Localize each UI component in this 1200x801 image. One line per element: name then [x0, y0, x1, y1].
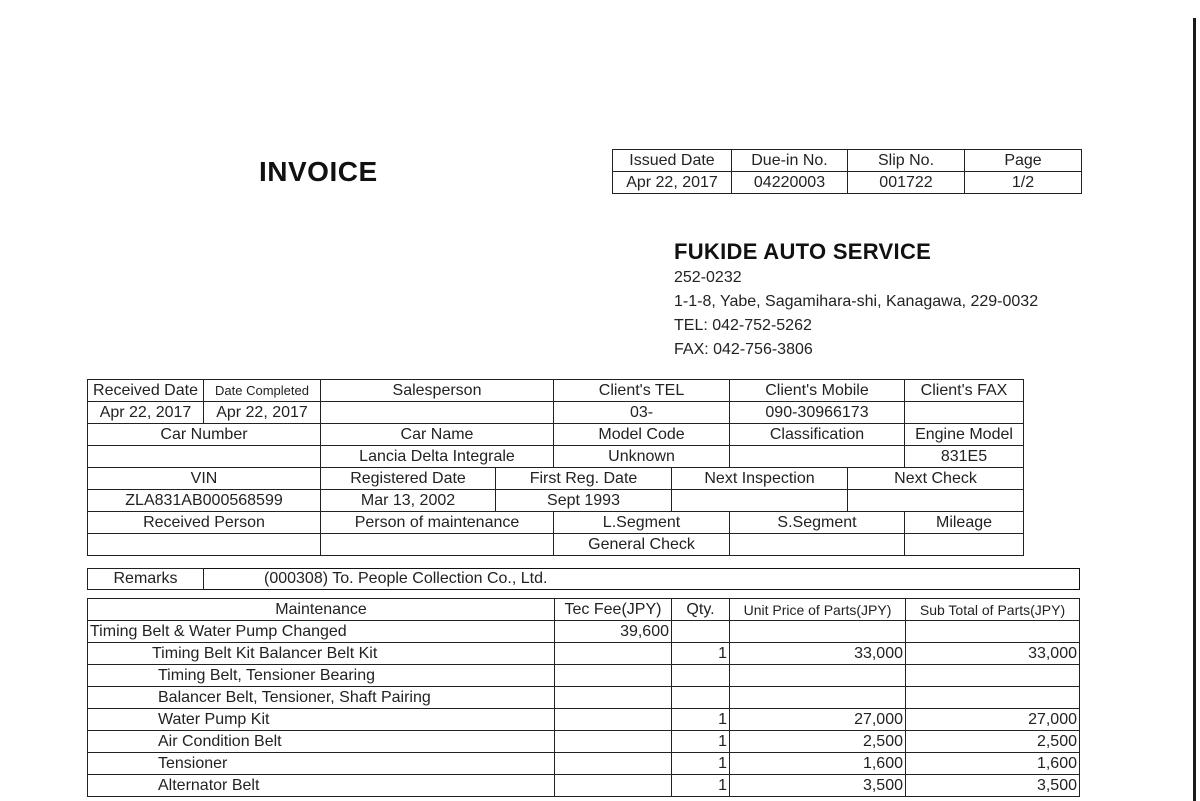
mileage-label: Mileage — [905, 512, 1024, 534]
maintenance-item: Balancer Belt, Tensioner, Shaft Pairing — [88, 687, 555, 709]
classification-value — [730, 446, 905, 468]
details-header-row-1 — [88, 380, 1024, 402]
slip-no-label: Slip No. — [848, 150, 965, 172]
details-value-row-2 — [88, 446, 1024, 468]
qty-cell — [672, 621, 730, 643]
qty-cell: 1 — [672, 709, 730, 731]
unit-price-cell — [730, 621, 906, 643]
tec-fee-cell: 39,600 — [555, 621, 672, 643]
maintenance-item: Air Condition Belt — [88, 731, 555, 753]
next-check-value — [848, 490, 1024, 512]
info-header-row — [613, 150, 1082, 172]
classification-label: Classification — [730, 424, 905, 446]
unit-price-cell: 2,500 — [730, 731, 906, 753]
engine-model-label: Engine Model — [905, 424, 1024, 446]
qty-cell: 1 — [672, 753, 730, 775]
tec-fee-cell — [555, 709, 672, 731]
issued-date-label: Issued Date — [613, 150, 732, 172]
details-value-row-4 — [88, 534, 1024, 556]
maintenance-table — [87, 598, 1080, 797]
l-segment-label: L.Segment — [554, 512, 730, 534]
details-header-row-4 — [88, 512, 1024, 534]
salesperson-label: Salesperson — [321, 380, 554, 402]
qty-cell — [672, 665, 730, 687]
sub-total-cell: 33,000 — [906, 643, 1080, 665]
table-row — [88, 731, 1080, 753]
date-completed-value: Apr 22, 2017 — [204, 402, 321, 424]
mileage-value — [905, 534, 1024, 556]
sub-total-cell: 2,500 — [906, 731, 1080, 753]
client-tel-label: Client's TEL — [554, 380, 730, 402]
maintenance-item: Water Pump Kit — [88, 709, 555, 731]
page-value: 1/2 — [965, 172, 1082, 194]
car-number-value — [88, 446, 321, 468]
company-block — [674, 238, 1038, 362]
model-code-value: Unknown — [554, 446, 730, 468]
tec-fee-cell — [555, 665, 672, 687]
tec-fee-cell — [555, 775, 672, 797]
maintenance-item: Tensioner — [88, 753, 555, 775]
unit-price-cell: 3,500 — [730, 775, 906, 797]
car-name-label: Car Name — [321, 424, 554, 446]
date-completed-label: Date Completed — [204, 380, 321, 402]
page-label: Page — [965, 150, 1082, 172]
person-of-maintenance-label: Person of maintenance — [321, 512, 554, 534]
sub-total-cell — [906, 687, 1080, 709]
vin-label: VIN — [88, 468, 321, 490]
maintenance-header-row — [88, 599, 1080, 621]
table-row — [88, 709, 1080, 731]
received-person-value — [88, 534, 321, 556]
tec-fee-cell — [555, 731, 672, 753]
info-value-row — [613, 172, 1082, 194]
table-row — [88, 643, 1080, 665]
engine-model-value: 831E5 — [905, 446, 1024, 468]
remarks-row — [88, 569, 1080, 590]
details-header-row-3 — [88, 468, 1024, 490]
company-postal: 252-0232 — [674, 269, 742, 286]
qty-cell — [672, 687, 730, 709]
next-inspection-label: Next Inspection — [672, 468, 848, 490]
sub-total-header: Sub Total of Parts(JPY) — [906, 599, 1080, 621]
company-tel: TEL: 042-752-5262 — [674, 317, 812, 334]
sub-total-cell — [906, 621, 1080, 643]
unit-price-cell — [730, 665, 906, 687]
first-reg-date-label: First Reg. Date — [496, 468, 672, 490]
due-in-no-label: Due-in No. — [732, 150, 848, 172]
tec-fee-cell — [555, 753, 672, 775]
client-fax-value — [905, 402, 1024, 424]
details-value-row-3 — [88, 490, 1024, 512]
sub-total-cell — [906, 665, 1080, 687]
tec-fee-header: Tec Fee(JPY) — [555, 599, 672, 621]
client-mobile-value: 090-30966173 — [730, 402, 905, 424]
registered-date-label: Registered Date — [321, 468, 496, 490]
client-tel-value: 03- — [554, 402, 730, 424]
maintenance-item: Alternator Belt — [88, 775, 555, 797]
table-row — [88, 621, 1080, 643]
qty-cell: 1 — [672, 731, 730, 753]
company-fax: FAX: 042-756-3806 — [674, 341, 813, 358]
maintenance-item: Timing Belt Kit Balancer Belt Kit — [88, 643, 555, 665]
car-number-label: Car Number — [88, 424, 321, 446]
remarks-text: (000308) To. People Collection Co., Ltd. — [264, 570, 548, 587]
first-reg-date-value: Sept 1993 — [496, 490, 672, 512]
sub-total-cell: 27,000 — [906, 709, 1080, 731]
sub-total-cell: 3,500 — [906, 775, 1080, 797]
s-segment-label: S.Segment — [730, 512, 905, 534]
s-segment-value — [730, 534, 905, 556]
due-in-no-value: 04220003 — [732, 172, 848, 194]
l-segment-value: General Check — [554, 534, 730, 556]
unit-price-header: Unit Price of Parts(JPY) — [730, 599, 906, 621]
unit-price-cell: 1,600 — [730, 753, 906, 775]
details-value-row-1 — [88, 402, 1024, 424]
received-date-value: Apr 22, 2017 — [88, 402, 204, 424]
unit-price-cell — [730, 687, 906, 709]
table-row — [88, 775, 1080, 797]
table-row — [88, 753, 1080, 775]
registered-date-value: Mar 13, 2002 — [321, 490, 496, 512]
car-name-value: Lancia Delta Integrale — [321, 446, 554, 468]
page-edge-rule — [1193, 18, 1196, 801]
vin-value: ZLA831AB000568599 — [88, 490, 321, 512]
maintenance-item: Timing Belt, Tensioner Bearing — [88, 665, 555, 687]
client-fax-label: Client's FAX — [905, 380, 1024, 402]
invoice-title: INVOICE — [259, 156, 378, 187]
maintenance-header: Maintenance — [88, 599, 555, 621]
next-check-label: Next Check — [848, 468, 1024, 490]
table-row — [88, 687, 1080, 709]
qty-header: Qty. — [672, 599, 730, 621]
tec-fee-cell — [555, 687, 672, 709]
vehicle-details-table — [87, 379, 1024, 556]
qty-cell: 1 — [672, 643, 730, 665]
salesperson-value — [321, 402, 554, 424]
company-address: 1-1-8, Yabe, Sagamihara-shi, Kanagawa, 229-0032 — [674, 293, 1039, 310]
unit-price-cell: 27,000 — [730, 709, 906, 731]
maintenance-item: Timing Belt & Water Pump Changed — [88, 621, 555, 643]
qty-cell: 1 — [672, 775, 730, 797]
company-name: FUKIDE AUTO SERVICE — [674, 239, 932, 264]
model-code-label: Model Code — [554, 424, 730, 446]
remarks-table — [87, 568, 1080, 590]
received-date-label: Received Date — [88, 380, 204, 402]
details-header-row-2 — [88, 424, 1024, 446]
table-row — [88, 665, 1080, 687]
unit-price-cell: 33,000 — [730, 643, 906, 665]
remarks-label: Remarks — [88, 569, 204, 590]
sub-total-cell: 1,600 — [906, 753, 1080, 775]
slip-no-value: 001722 — [848, 172, 965, 194]
issued-date-value: Apr 22, 2017 — [613, 172, 732, 194]
next-inspection-value — [672, 490, 848, 512]
person-of-maintenance-value — [321, 534, 554, 556]
invoice-info-table — [612, 149, 1082, 194]
tec-fee-cell — [555, 643, 672, 665]
received-person-label: Received Person — [88, 512, 321, 534]
client-mobile-label: Client's Mobile — [730, 380, 905, 402]
